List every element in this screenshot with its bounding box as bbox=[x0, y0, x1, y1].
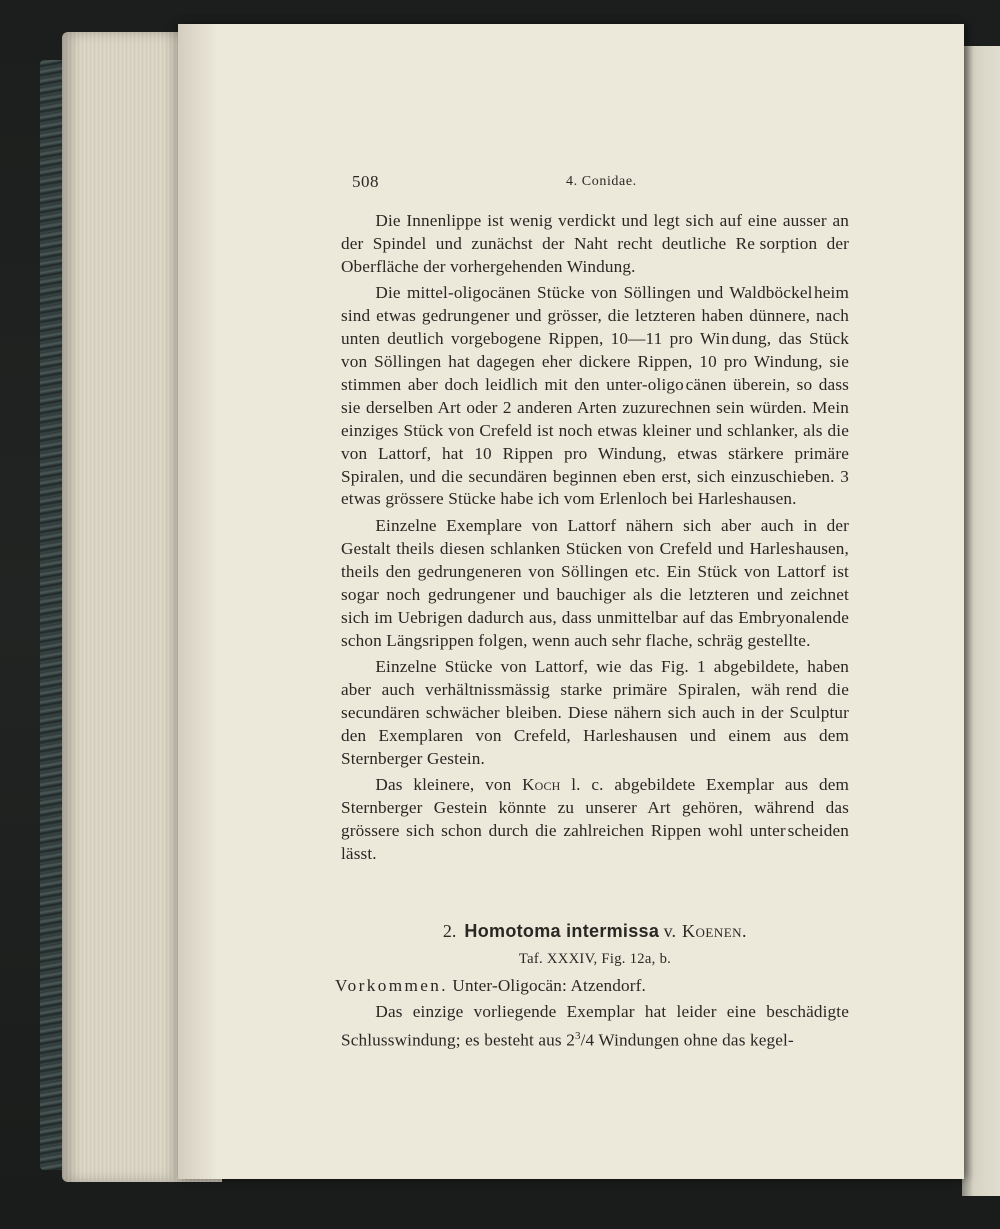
text-line: dünnere, nach unten deutlich vorgebogene Rippen, 10—11 pro Win bbox=[341, 306, 849, 349]
text-line: zuzurechnen sein würden. Mein einziges Stück von Crefeld ist bbox=[341, 397, 849, 440]
text-line: das grössere sich schon durch die zahlreichen Rippen wohl unter bbox=[341, 798, 849, 840]
text-line: pro Windung, etwas stärkere primäre Spiralen, und die secundären bbox=[341, 443, 849, 486]
text-line: dung, das Stück von Söllingen hat dagegen eher dickere Rippen, bbox=[341, 329, 850, 372]
next-page-edge bbox=[962, 46, 1000, 1196]
text-line: Die Innenlippe ist wenig verdickt und legt sich auf eine bbox=[375, 211, 778, 230]
text-line: scheiden lässt. bbox=[341, 820, 849, 863]
species-number: 2. bbox=[442, 921, 457, 941]
occurrence-label: Vorkommen. bbox=[335, 976, 448, 995]
species-author: Koenen. bbox=[682, 921, 748, 941]
text-line: in der Sculptur den Exemplaren von Crefeld, Harleshausen und bbox=[341, 702, 849, 745]
page-header bbox=[352, 172, 652, 196]
text-line: hausen, theils den gedrungeneren von Söllingen etc. Ein Stück von bbox=[341, 538, 849, 581]
text-line: rend die secundären schwächer bleiben. Diese nähern sich auch bbox=[341, 679, 849, 722]
text-fragment: Das kleinere, von bbox=[375, 775, 523, 795]
species-section bbox=[335, 918, 849, 1056]
text-line: einem aus dem Sternberger Gestein. bbox=[341, 725, 849, 768]
paragraph-3 bbox=[341, 515, 849, 652]
occurrence-text: Unter-Oligocän: Atzendorf. bbox=[447, 976, 646, 995]
text-fragment: l. c. abgebildete Exemplar aus dem bbox=[560, 775, 850, 795]
text-line: das Embryonalende schon Längsrippen folgen, wenn auch sehr bbox=[341, 607, 849, 650]
species-name: Homotoma intermissa bbox=[464, 921, 660, 941]
body-text bbox=[341, 210, 849, 869]
fraction-numerator: 3 bbox=[574, 1030, 581, 1042]
text-fragment: Schlusswindung; es besteht aus 2 bbox=[341, 1030, 575, 1050]
text-line: heim sind etwas gedrungener und grösser, die letzteren haben bbox=[341, 283, 849, 326]
species-heading bbox=[341, 918, 849, 944]
page-number: 508 bbox=[352, 172, 379, 191]
text-line: haben aber auch verhältnissmässig starke primäre Spiralen, wäh bbox=[341, 657, 850, 699]
text-line: Die mittel-oligocänen Stücke von Söllingen und Waldböckel bbox=[375, 283, 813, 303]
text-line: habe ich vom Erlenloch bei Harleshausen. bbox=[500, 489, 797, 509]
text-line: cänen überein, so dass sie derselben Art oder 2 anderen Arten bbox=[341, 374, 849, 417]
occurrence-line bbox=[335, 974, 849, 998]
paragraph-5 bbox=[341, 774, 849, 866]
running-head: 4. Conidae. bbox=[566, 174, 637, 189]
text-line: beginnen eben erst, sich einzuschieben. 3 etwas grössere Stücke bbox=[341, 466, 850, 509]
text-line: Einzelne Stücke von Lattorf, wie das Fig. 1 abgebildete, bbox=[375, 657, 800, 676]
text-line: 10 pro Windung, sie stimmen aber doch leidlich mit den unter-oligo bbox=[341, 352, 850, 394]
text-line: Lattorf ist sogar noch gedrungener und bauchiger als die letzteren bbox=[341, 561, 849, 604]
fraction-denominator: /4 bbox=[580, 1030, 595, 1050]
author-name: Koch bbox=[522, 775, 561, 795]
paragraph-6 bbox=[341, 1000, 849, 1053]
text-line: sorption der Oberfläche der vorhergehenden Windung. bbox=[341, 233, 849, 276]
text-line: ausser an der Spindel und zunächst der Naht recht deutliche Re bbox=[341, 211, 849, 253]
paragraph-4 bbox=[341, 656, 849, 771]
text-line: Einzelne Exemplare von Lattorf nähern sich aber auch in der bbox=[375, 515, 849, 535]
plate-reference: Taf. XXXIV, Fig. 12a, b. bbox=[518, 951, 672, 967]
text-line: Gestalt theils diesen schlanken Stücken von Crefeld und Harles bbox=[341, 538, 796, 558]
author-prefix: v. bbox=[663, 921, 677, 941]
text-line: Das einzige vorliegende Exemplar hat leider eine beschädigte bbox=[375, 1002, 849, 1021]
text-line: flache, schräg gestellte. bbox=[645, 630, 811, 650]
text-fragment: Windungen ohne das kegel- bbox=[594, 1030, 794, 1050]
text-line: und zeichnet sich im Uebrigen dadurch aus, dass unmittelbar auf bbox=[341, 584, 849, 627]
text-line: noch etwas kleiner und schlanker, als die von Lattorf, hat 10 Rippen bbox=[341, 420, 849, 463]
text-line: Sternberger Gestein könnte zu unserer Art gehören, während bbox=[341, 798, 815, 818]
paragraph-2 bbox=[341, 282, 849, 511]
paragraph-1 bbox=[341, 210, 849, 279]
